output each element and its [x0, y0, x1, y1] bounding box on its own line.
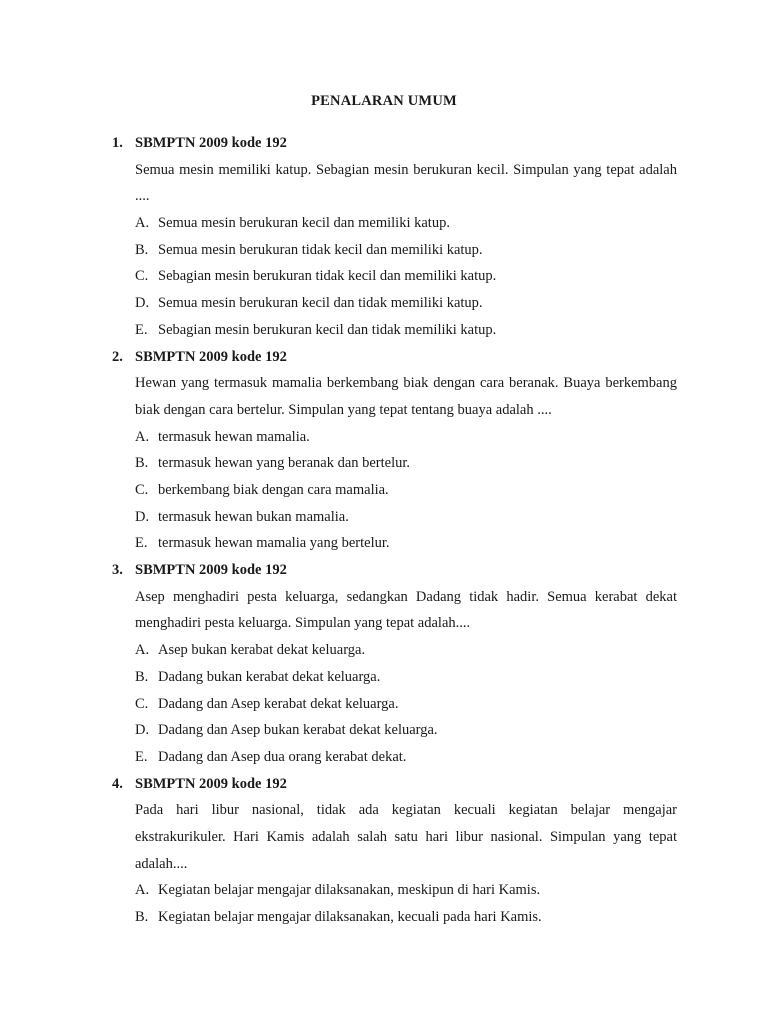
question-header	[0, 771, 768, 798]
option-letter: E.	[135, 535, 148, 552]
question-stem: Asep menghadiri pesta keluarga, sedangkan Dadang tidak hadir. Semua kerabat dekat menghadiri pesta keluarga. Simpulan yang tepat adalah....	[135, 588, 677, 632]
option-e	[0, 317, 768, 344]
question-list	[0, 130, 768, 931]
option-text: Kegiatan belajar mengajar dilaksanakan, meskipun di hari Kamis.	[158, 882, 541, 899]
option-text: Dadang bukan kerabat dekat keluarga.	[158, 668, 381, 685]
option-letter: E.	[135, 748, 148, 765]
question-header	[0, 344, 768, 371]
question-stem: Pada hari libur nasional, tidak ada kegiatan kecuali kegiatan belajar mengajar ekstrakurikuler. Hari Kamis adalah salah satu hari libur nasional. Simpulan yang tepat adalah....	[135, 802, 677, 872]
option-text: Semua mesin berukuran kecil dan memiliki katup.	[158, 215, 450, 232]
option-b	[0, 237, 768, 264]
question-3	[0, 557, 768, 771]
option-letter: D.	[135, 295, 150, 312]
option-c	[0, 691, 768, 718]
question-4	[0, 771, 768, 931]
question-source: SBMPTN 2009 kode 192	[135, 348, 287, 365]
question-source: SBMPTN 2009 kode 192	[135, 562, 287, 579]
option-text: termasuk hewan mamalia.	[158, 428, 310, 445]
option-b	[0, 904, 768, 931]
option-text: termasuk hewan mamalia yang bertelur.	[158, 535, 390, 552]
option-text: Dadang dan Asep dua orang kerabat dekat.	[158, 748, 407, 765]
option-letter: C.	[135, 482, 149, 498]
option-letter: B.	[135, 241, 149, 258]
question-number: 1.	[112, 135, 123, 151]
question-1	[0, 130, 768, 344]
question-number: 4.	[112, 775, 123, 792]
option-list	[0, 210, 768, 343]
option-b	[0, 450, 768, 477]
option-text: Semua mesin berukuran tidak kecil dan memiliki katup.	[158, 241, 483, 258]
option-letter: D.	[135, 722, 150, 739]
option-letter: B.	[135, 668, 149, 685]
option-a	[0, 637, 768, 664]
option-text: berkembang biak dengan cara mamalia.	[158, 482, 389, 498]
option-letter: C.	[135, 695, 149, 712]
option-a	[0, 424, 768, 451]
option-letter: D.	[135, 508, 150, 525]
question-source: SBMPTN 2009 kode 192	[135, 135, 287, 151]
option-e	[0, 530, 768, 557]
option-a	[0, 210, 768, 237]
option-list	[0, 877, 768, 930]
option-text: Sebagian mesin berukuran tidak kecil dan memiliki katup.	[158, 268, 497, 285]
question-header	[0, 557, 768, 584]
option-c	[0, 263, 768, 290]
option-letter: A.	[135, 428, 150, 445]
option-e	[0, 744, 768, 771]
option-d	[0, 290, 768, 317]
option-c	[0, 477, 768, 504]
question-source: SBMPTN 2009 kode 192	[135, 775, 287, 792]
option-list	[0, 424, 768, 557]
question-stem: Semua mesin memiliki katup. Sebagian mesin berukuran kecil. Simpulan yang tepat adalah ....	[135, 161, 677, 205]
question-number: 2.	[112, 348, 123, 365]
question-number: 3.	[112, 562, 123, 579]
option-list	[0, 637, 768, 770]
option-text: Dadang dan Asep kerabat dekat keluarga.	[158, 695, 399, 712]
option-letter: A.	[135, 642, 150, 659]
question-header	[0, 130, 768, 157]
option-text: Semua mesin berukuran kecil dan tidak memiliki katup.	[158, 295, 483, 312]
option-letter: A.	[135, 882, 150, 899]
option-letter: B.	[135, 455, 149, 472]
option-letter: C.	[135, 268, 149, 285]
option-letter: A.	[135, 215, 150, 232]
question-stem: Hewan yang termasuk mamalia berkembang biak dengan cara beranak. Buaya berkembang biak dengan cara bertelur. Simpulan yang tepat tentang buaya adalah ....	[135, 375, 677, 418]
option-text: Asep bukan kerabat dekat keluarga.	[158, 642, 366, 659]
option-letter: B.	[135, 909, 149, 926]
option-text: termasuk hewan yang beranak dan bertelur.	[158, 455, 411, 472]
option-d	[0, 717, 768, 744]
option-a	[0, 877, 768, 904]
option-text: Kegiatan belajar mengajar dilaksanakan, kecuali pada hari Kamis.	[158, 909, 542, 926]
option-d	[0, 504, 768, 531]
option-text: Dadang dan Asep bukan kerabat dekat keluarga.	[158, 722, 438, 739]
question-2	[0, 344, 768, 558]
option-b	[0, 664, 768, 691]
page-title: PENALARAN UMUM	[311, 93, 457, 109]
option-text: termasuk hewan bukan mamalia.	[158, 508, 349, 525]
option-letter: E.	[135, 321, 148, 338]
option-text: Sebagian mesin berukuran kecil dan tidak memiliki katup.	[158, 321, 497, 338]
